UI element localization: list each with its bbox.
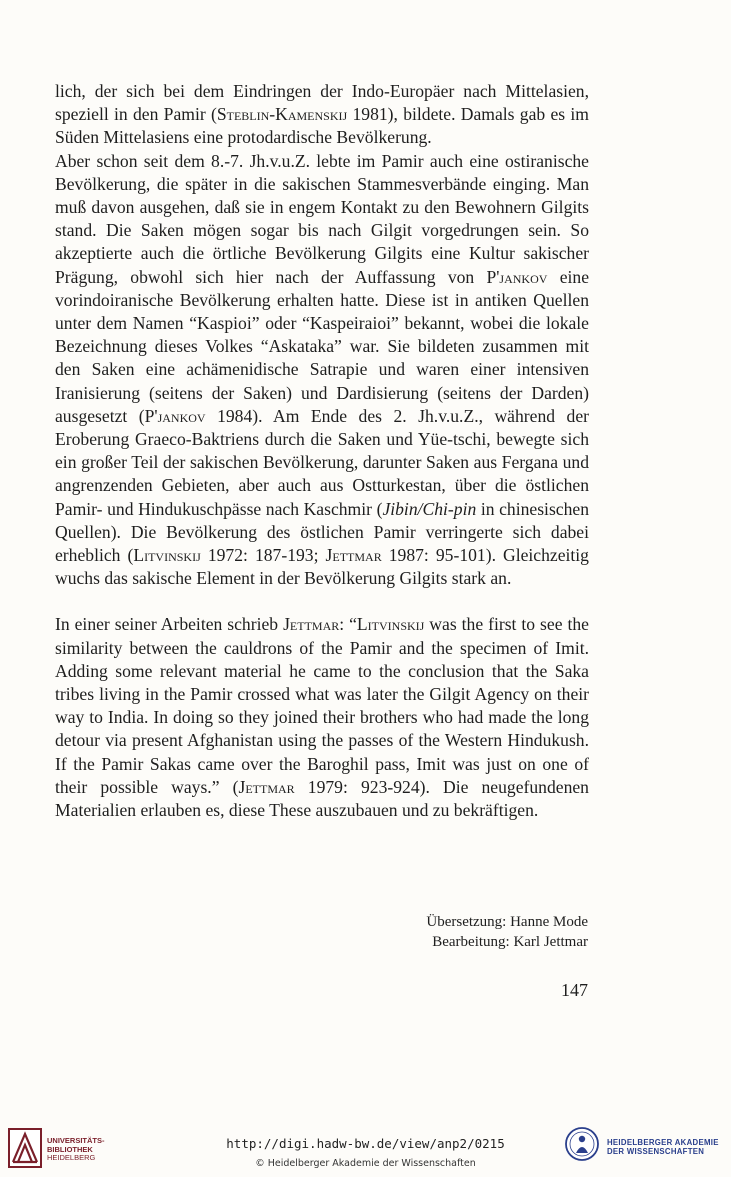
author-name: Jettmar (238, 776, 295, 797)
text-run: Aber schon seit dem 8.-7. Jh.v.u.Z. lebte im Pamir auch eine ostiranische Bevölkerung, die später in die sakischen Stammesverbände einging. Man muß davon ausgehen, daß sie in engem Kontakt zu den Bewohnern Gilgits stand. Die Saken mögen sogar bis nach Gilgit vorgedrungen sein. So akzeptierte auch die örtliche Bevölkerung Gilgits eine Kultur sakischer Prägung, obwohl sich hier nach der Auffassung von (55, 150, 589, 287)
academy-logo-line: DER WISSENSCHAFTEN (607, 1147, 705, 1156)
author-name: Steblin-Kamenskij (216, 104, 348, 125)
viewer-footer (0, 1122, 731, 1177)
copyright-notice: © Heidelberger Akademie der Wissenschaften (255, 1158, 476, 1169)
text-run: was the first to see the similarity between the cauldrons of the Pamir and the specimen of Imit. Adding some relevant material he came to the conclusion that the Saka tribes living in the Pamir crossed what was later the Gilgit Agency on their way to India. In doing so they joined their brothers who had made the long detour via present Afghanistan using the passes of the Western Hindukush. If the Pamir Sakas came over the Baroghil pass, Imit was just on one of their possible ways.” ( (55, 614, 589, 797)
text-run: 1987: 95-101). Gleichzeitig wuchs das sakische Element in der Bevölkerung Gilgits stark an. (55, 545, 589, 589)
text-run: In einer seiner Arbeiten schrieb (55, 614, 284, 635)
page-number: 147 (561, 980, 588, 1000)
text-run: : “ (339, 614, 357, 635)
credits (426, 912, 588, 952)
library-logo-line: HEIDELBERG (47, 1153, 96, 1162)
paragraph-1 (55, 80, 589, 150)
author-name: P'jankov (144, 405, 206, 426)
text-run: eine vorindoiranische Bevölkerung erhalten hatte. Diese ist in antiken Quellen unter dem Namen “Kaspioi” oder “Kaspeiraioi” bekannt, wobei die lokale Bezeichnung dieses Volkes “Askataka” war. Sie bildeten zusammen mit den Saken eine achämenidische Satrapie und waren einer intensiven Iranisierung (seitens der Saken) und Dardisierung (seitens der Darden) ausgesetzt ( (55, 266, 589, 426)
italic-term: Jibin/Chi-pin (382, 498, 477, 519)
translation-credit: Übersetzung: Hanne Mode (426, 914, 588, 930)
main-text (55, 80, 589, 822)
editing-credit: Bearbeitung: Karl Jettmar (432, 934, 588, 950)
library-logo-line: UNIVERSITÄTS- (47, 1136, 105, 1145)
author-name: Litvinskij (356, 614, 425, 635)
author-name: Jettmar (325, 545, 382, 566)
text-run: 1981), bildete. Damals gab es im Süden Mittelasiens eine protodardische Bevölkerung. (55, 104, 589, 148)
text-run: 1972: 187-193; (200, 545, 326, 566)
text-run: in chinesischen Quellen). Die Bevölkerung des östlichen Pamir verringerte sich dabei erheblich ( (55, 498, 590, 566)
academy-logo-line: HEIDELBERGER AKADEMIE (607, 1138, 719, 1147)
academy-seal-icon[interactable] (565, 1127, 599, 1161)
paragraph-2 (55, 150, 589, 591)
text-run: 1984). Am Ende des 2. Jh.v.u.Z., während der Eroberung Graeco-Baktriens durch die Saken und Yüe-tschi, bewegte sich ein großer Teil der sakischen Bevölkerung, darunter Saken aus Fergana und angrenzenden Gebieten, aber auch aus Ostturkestan, über die östlichen Pamir- und Hindukuschpässe nach Kaschmir ( (55, 405, 589, 519)
library-logo-line: BIBLIOTHEK (47, 1144, 93, 1154)
text-run: lich, der sich bei dem Eindringen der Indo-Europäer nach Mittelasien, speziell in den Pamir ( (55, 81, 589, 125)
document-url-link[interactable]: http://digi.hadw-bw.de/view/anp2/0215 (226, 1136, 505, 1151)
paragraph-3 (55, 613, 589, 822)
author-name: Litvinskij (133, 545, 201, 566)
text-run: 1979: 923-924). Die neugefundenen Materialien erlauben es, diese These auszubauen und zu bekräftigen. (55, 776, 589, 821)
academy-logo-text[interactable] (607, 1138, 719, 1156)
author-name: P'jankov (486, 266, 548, 287)
author-name: Jettmar (283, 614, 340, 635)
